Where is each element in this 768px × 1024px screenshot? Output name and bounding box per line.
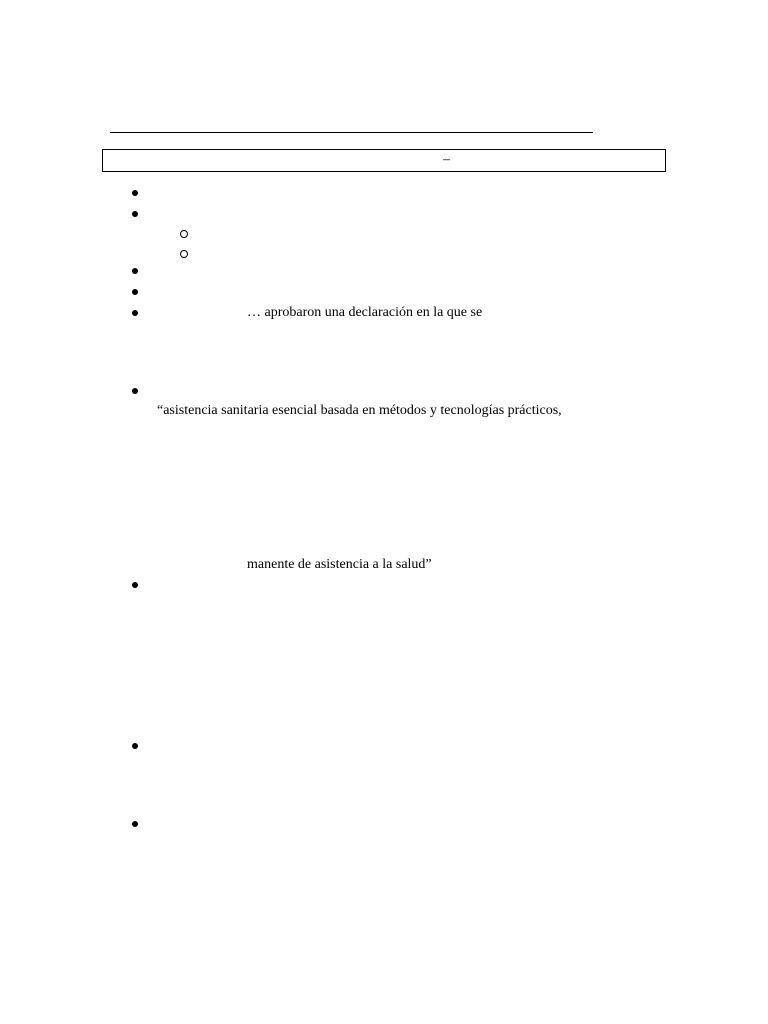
list-bullet — [132, 388, 138, 394]
list-bullet — [132, 582, 138, 588]
sub-list-bullet — [180, 250, 188, 258]
list-bullet — [132, 743, 138, 749]
title-underline — [110, 132, 593, 133]
list-bullet — [132, 211, 138, 217]
list-bullet — [132, 190, 138, 196]
list-bullet — [132, 821, 138, 827]
list-bullet — [132, 268, 138, 274]
sub-list-bullet — [180, 230, 188, 238]
section-header-box — [102, 149, 666, 172]
list-bullet — [132, 289, 138, 295]
quote-end-text: manente de asistencia a la salud” — [247, 557, 432, 572]
list-bullet — [132, 310, 138, 316]
quote-start-text: “asistencia sanitaria esencial basada en métodos y tecnologías prácticos, — [157, 403, 562, 418]
declaration-text: … aprobaron una declaración en la que se — [247, 305, 483, 320]
header-dash: – — [443, 152, 450, 167]
